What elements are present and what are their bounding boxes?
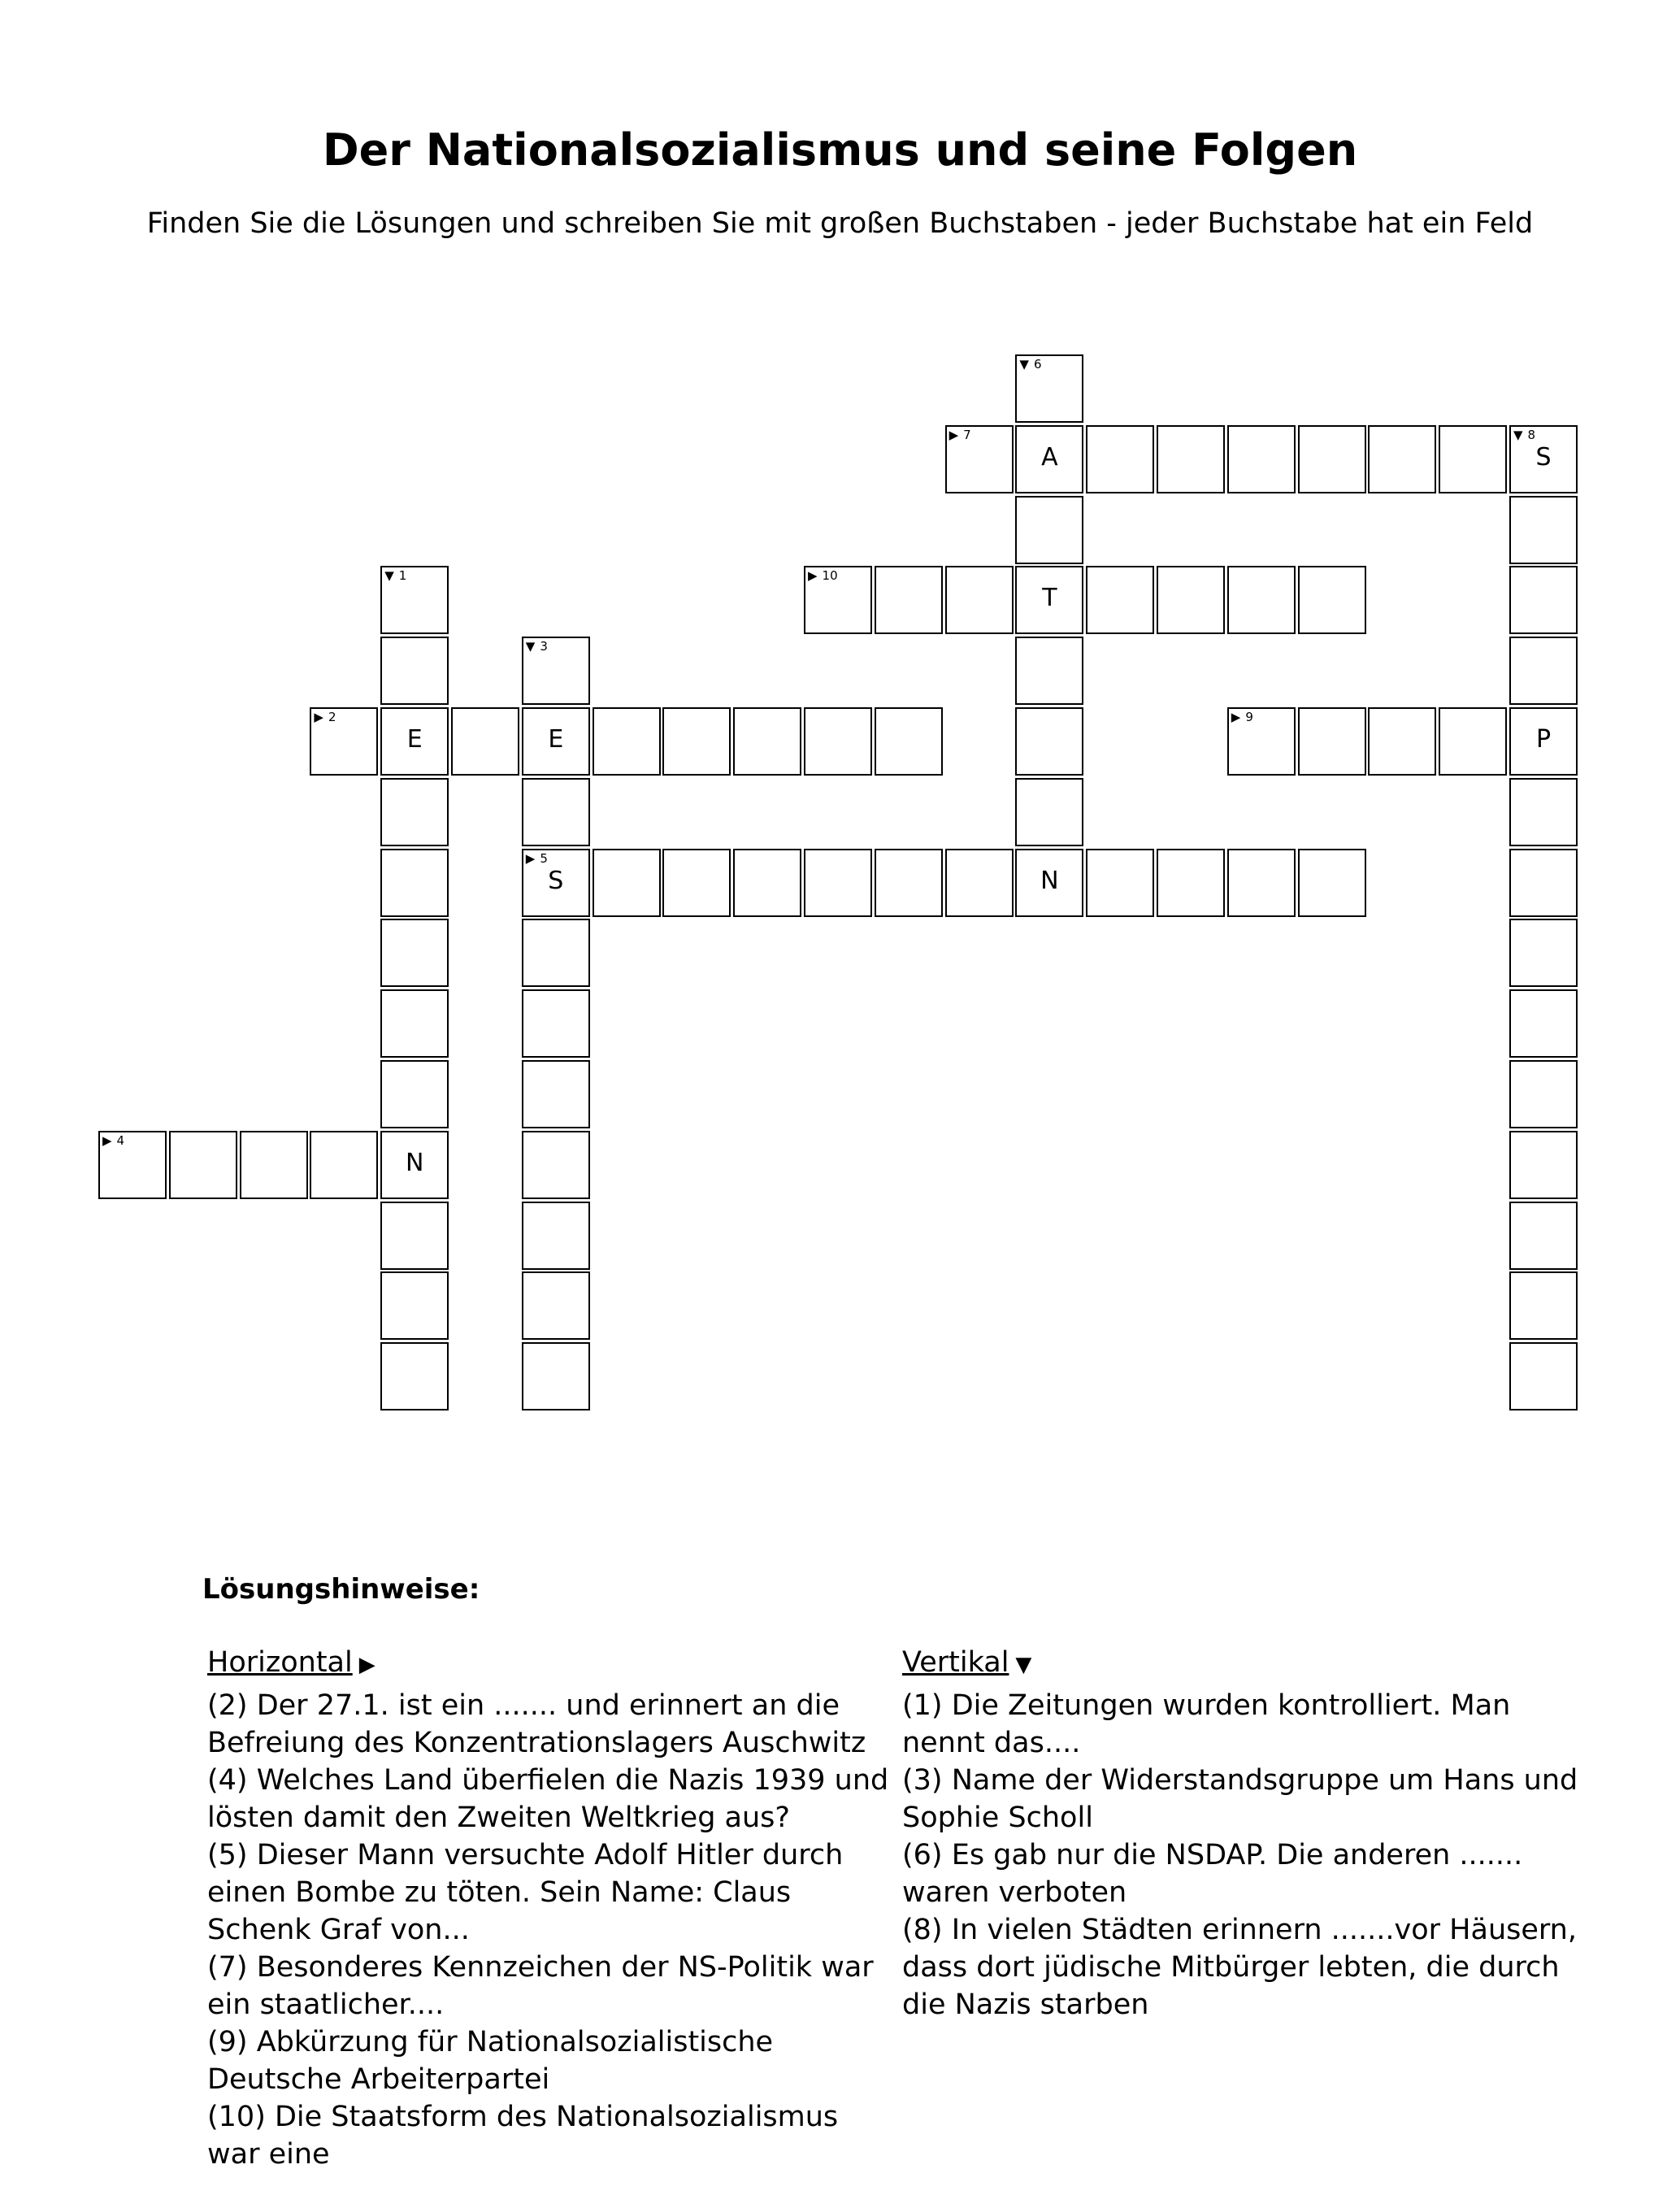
given-letter: S <box>548 866 564 895</box>
clue-number <box>949 428 971 442</box>
hints-heading: Lösungshinweise: <box>202 1573 480 1606</box>
crossword-cell[interactable] <box>380 919 449 987</box>
vertical-clue-list <box>902 1687 1585 2023</box>
right-arrow-icon: ▶ <box>314 710 323 724</box>
clue-number <box>808 569 838 583</box>
crossword-cell[interactable] <box>310 1131 378 1199</box>
crossword-cell[interactable] <box>380 1131 449 1199</box>
crossword-cell[interactable] <box>1509 1271 1578 1340</box>
clue-number <box>1513 428 1535 442</box>
crossword-cell[interactable] <box>1015 637 1083 705</box>
vertical-clues <box>902 1644 1585 2023</box>
crossword-cell[interactable] <box>1298 566 1366 634</box>
crossword-cell[interactable] <box>1509 778 1578 846</box>
crossword-cell[interactable] <box>1509 707 1578 776</box>
crossword-cell[interactable] <box>1509 1342 1578 1410</box>
crossword-cell[interactable] <box>593 707 661 776</box>
crossword-cell[interactable] <box>522 1202 590 1270</box>
clue-number-text: 8 <box>1527 427 1536 442</box>
crossword-cell[interactable] <box>1015 707 1083 776</box>
clue-item: (10) Die Staatsform des Nationalsozialismus war eine <box>207 2101 839 2171</box>
crossword-cell[interactable] <box>1227 425 1296 493</box>
clue-item: (8) In vielen Städten erinnern .......vor Häusern, dass dort jüdische Mitbürger lebten, die durch die Nazis starben <box>902 1914 1577 2021</box>
crossword-cell[interactable] <box>804 707 872 776</box>
right-arrow-icon: ▶ <box>102 1132 112 1148</box>
vertical-label: Vertikal <box>902 1646 1009 1679</box>
crossword-cell[interactable] <box>380 1060 449 1128</box>
right-arrow-icon: ▶ <box>949 427 959 442</box>
vertical-heading <box>902 1644 1585 1684</box>
crossword-cell[interactable] <box>380 778 449 846</box>
clue-number-text: 3 <box>540 639 548 654</box>
crossword-cell[interactable] <box>1509 1060 1578 1128</box>
right-arrow-icon: ▶ <box>1231 710 1241 724</box>
horizontal-label: Horizontal <box>207 1646 353 1679</box>
crossword-cell[interactable] <box>1015 425 1083 493</box>
crossword-cell[interactable] <box>380 849 449 917</box>
crossword-cell[interactable] <box>1086 425 1154 493</box>
down-arrow-icon: ▼ <box>1019 357 1029 372</box>
crossword-cell[interactable] <box>875 566 943 634</box>
crossword-cell[interactable] <box>240 1131 308 1199</box>
crossword-cell[interactable] <box>1227 849 1296 917</box>
crossword-cell[interactable] <box>522 1271 590 1340</box>
crossword-cell[interactable] <box>522 778 590 846</box>
crossword-cell[interactable] <box>1298 707 1366 776</box>
crossword-cell[interactable] <box>522 1060 590 1128</box>
crossword-cell[interactable] <box>945 566 1014 634</box>
given-letter: P <box>1535 725 1552 754</box>
crossword-cell[interactable] <box>380 989 449 1058</box>
crossword-cell[interactable] <box>1509 637 1578 705</box>
crossword-cell[interactable] <box>1509 425 1578 493</box>
crossword-cell[interactable] <box>380 1202 449 1270</box>
crossword-cell[interactable] <box>380 1271 449 1340</box>
crossword-cell[interactable] <box>522 919 590 987</box>
crossword-cell[interactable] <box>1298 425 1366 493</box>
down-arrow-icon: ▼ <box>525 639 536 654</box>
given-letter: T <box>1042 584 1057 613</box>
crossword-cell[interactable] <box>804 566 872 634</box>
clue-item: (4) Welches Land überfielen die Nazis 1939 und lösten damit den Zweiten Weltkrieg aus? <box>207 1764 889 1834</box>
clue-number <box>102 1134 124 1148</box>
crossword-cell[interactable] <box>1227 707 1296 776</box>
crossword-cell[interactable] <box>1157 566 1225 634</box>
crossword-cell[interactable] <box>98 1131 167 1199</box>
crossword-cell[interactable] <box>1368 707 1436 776</box>
crossword-cell[interactable] <box>1509 566 1578 634</box>
crossword-cell[interactable] <box>1015 566 1083 634</box>
crossword-cell[interactable] <box>522 1342 590 1410</box>
clue-number-text: 4 <box>116 1132 125 1148</box>
crossword-cell[interactable] <box>169 1131 237 1199</box>
crossword-cell[interactable] <box>1086 849 1154 917</box>
crossword-cell[interactable] <box>1015 354 1083 423</box>
clue-item: (3) Name der Widerstandsgruppe um Hans und Sophie Scholl <box>902 1764 1578 1834</box>
given-letter: S <box>1535 442 1552 472</box>
crossword-cell[interactable] <box>1509 1202 1578 1270</box>
down-arrow-icon: ▼ <box>1513 427 1523 442</box>
crossword-cell[interactable] <box>380 1342 449 1410</box>
horizontal-clue-list <box>207 1687 898 2173</box>
crossword-cell[interactable] <box>1157 425 1225 493</box>
clue-number-text: 10 <box>822 568 838 584</box>
crossword-cell[interactable] <box>1509 496 1578 564</box>
crossword-cell[interactable] <box>1509 1131 1578 1199</box>
crossword-cell[interactable] <box>310 707 378 776</box>
clue-number <box>526 852 548 866</box>
given-letter: N <box>405 1148 424 1177</box>
clue-number-text: 9 <box>1245 710 1253 724</box>
crossword-cell[interactable] <box>804 849 872 917</box>
crossword-cell[interactable] <box>662 707 731 776</box>
horizontal-heading <box>207 1644 898 1684</box>
clue-number <box>1019 358 1041 372</box>
crossword-cell[interactable] <box>945 849 1014 917</box>
crossword-cell[interactable] <box>380 566 449 634</box>
clue-item: (9) Abkürzung für Nationalsozialistische Deutsche Arbeiterpartei <box>207 2026 774 2096</box>
given-letter: E <box>548 725 564 754</box>
crossword-cell[interactable] <box>1015 849 1083 917</box>
crossword-cell[interactable] <box>1157 849 1225 917</box>
crossword-cell[interactable] <box>945 425 1014 493</box>
horizontal-clues <box>207 1644 898 2173</box>
crossword-cell[interactable] <box>522 637 590 705</box>
crossword-cell[interactable] <box>451 707 519 776</box>
crossword-cell[interactable] <box>662 849 731 917</box>
clue-item: (5) Dieser Mann versuchte Adolf Hitler durch einen Bombe zu töten. Sein Name: Claus Schenk Graf von... <box>207 1839 844 1946</box>
crossword-cell[interactable] <box>733 849 801 917</box>
clue-number-text: 6 <box>1033 357 1042 372</box>
given-letter: E <box>406 725 423 754</box>
crossword-cell[interactable] <box>522 1131 590 1199</box>
crossword-cell[interactable] <box>1086 566 1154 634</box>
clue-item: (7) Besonderes Kennzeichen der NS-Politik war ein staatlicher.... <box>207 1951 874 2021</box>
crossword-cell[interactable] <box>875 849 943 917</box>
crossword-cell[interactable] <box>1439 425 1507 493</box>
clue-item: (6) Es gab nur die NSDAP. Die anderen ....... waren verboten <box>902 1839 1523 1909</box>
crossword-cell[interactable] <box>593 849 661 917</box>
clue-number-text: 1 <box>398 568 407 584</box>
given-letter: N <box>1040 866 1059 895</box>
crossword-cell[interactable] <box>522 849 590 917</box>
crossword-cell[interactable] <box>1227 566 1296 634</box>
crossword-cell[interactable] <box>380 707 449 776</box>
instructions: Finden Sie die Lösungen und schreiben Sie mit großen Buchstaben - jeder Buchstabe hat ein Feld <box>146 207 1534 240</box>
crossword-cell[interactable] <box>380 637 449 705</box>
crossword-cell[interactable] <box>1509 989 1578 1058</box>
down-arrow-icon: ▼ <box>384 568 394 584</box>
crossword-cell[interactable] <box>522 707 590 776</box>
clue-item: (1) Die Zeitungen wurden kontrolliert. Man nennt das.... <box>902 1689 1511 1759</box>
crossword-cell[interactable] <box>1298 849 1366 917</box>
crossword-cell[interactable] <box>875 707 943 776</box>
down-arrow-icon: ▼ <box>1015 1653 1032 1677</box>
clue-number <box>384 569 406 583</box>
right-arrow-icon: ▶ <box>358 1653 376 1677</box>
right-arrow-icon: ▶ <box>525 850 536 866</box>
crossword-cell[interactable] <box>1368 425 1436 493</box>
crossword-cell[interactable] <box>733 707 801 776</box>
clue-item: (2) Der 27.1. ist ein ....... und erinnert an die Befreiung des Konzentrationslagers Auschwitz <box>207 1689 866 1759</box>
clue-number-text: 2 <box>328 710 336 724</box>
page-title: Der Nationalsozialismus und seine Folgen <box>322 124 1358 176</box>
right-arrow-icon: ▶ <box>808 568 818 584</box>
given-letter: A <box>1041 442 1058 472</box>
clue-number-text: 7 <box>963 427 971 442</box>
clue-number <box>526 640 548 654</box>
crossword-cell[interactable] <box>1509 919 1578 987</box>
clue-number-text: 5 <box>540 850 548 866</box>
crossword-cell[interactable] <box>1015 778 1083 846</box>
crossword-cell[interactable] <box>522 989 590 1058</box>
crossword-cell[interactable] <box>1439 707 1507 776</box>
clue-number <box>314 711 336 724</box>
crossword-cell[interactable] <box>1509 849 1578 917</box>
crossword-cell[interactable] <box>1015 496 1083 564</box>
clue-number <box>1231 711 1253 724</box>
